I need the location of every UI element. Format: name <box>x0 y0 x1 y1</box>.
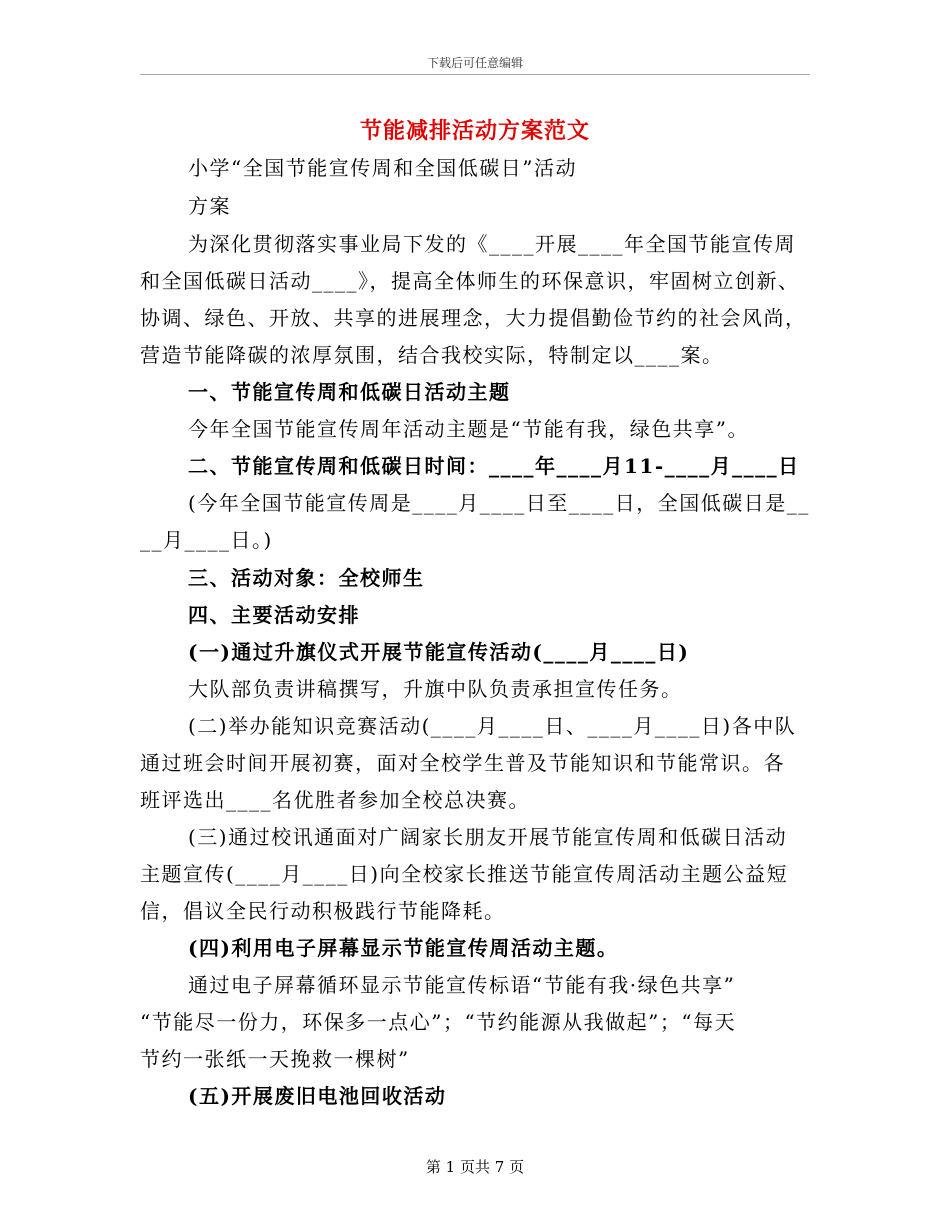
paragraph-line: 大队部负责讲稿撰写，升旗中队负责承担宣传任务。 <box>188 677 683 701</box>
paragraph-line: “节能尽一份力，环保多一点心”；“节约能源从我做起”；“每天 <box>140 1010 737 1034</box>
paragraph-line: 协调、绿色、开放、共享的进展理念，大力提倡勤俭节约的社会风尚， <box>140 306 807 330</box>
paragraph-line: 方案 <box>188 194 231 218</box>
paragraph-line: 班评选出____名优胜者参加全校总决赛。 <box>140 788 530 812</box>
paragraph-line: 小学“全国节能宣传周和全国低碳日”活动 <box>188 156 577 180</box>
header-note: 下载后可任意编辑 <box>426 56 523 70</box>
paragraph-line: 营造节能降碳的浓厚氛围，结合我校实际，特制定以____案。 <box>140 343 724 367</box>
section-heading: 一、节能宣传周和低碳日活动主题 <box>188 380 511 404</box>
header-divider <box>140 74 810 75</box>
section-heading: 四、主要活动安排 <box>188 603 360 627</box>
paragraph-line: 主题宣传(____月____日)向全校家长推送节能宣传周活动主题公益短 <box>140 862 789 886</box>
paragraph-line: __月____日。) <box>140 528 273 552</box>
section-heading: 二、节能宣传周和低碳日时间：____年____月11-____月____日 <box>188 454 800 478</box>
paragraph-line: 和全国低碳日活动____》，提高全体师生的环保意识，牢固树立创新、 <box>140 269 800 293</box>
paragraph-line: (三)通过校讯通面对广阔家长朋友开展节能宣传周和低碳日活动 <box>188 825 788 849</box>
paragraph-line: 今年全国节能宣传周年活动主题是“节能有我，绿色共享”。 <box>188 417 749 441</box>
paragraph-line: (二)举办能知识竞赛活动(____月____日、____月____日)各中队 <box>188 714 797 738</box>
paragraph-line: 为深化贯彻落实事业局下发的《____开展____年全国节能宣传周 <box>188 232 796 256</box>
paragraph-line: 节约一张纸一天挽救一棵树” <box>140 1047 410 1071</box>
page-number: 第 1 页共 7 页 <box>425 1158 525 1176</box>
section-heading: 三、活动对象：全校师生 <box>188 566 425 590</box>
subsection-heading: (五)开展废旧电池回收活动 <box>188 1084 447 1108</box>
subsection-heading: (四)利用电子屏幕显示节能宣传周活动主题。 <box>188 936 619 960</box>
paragraph-line: 通过班会时间开展初赛，面对全校学生普及节能知识和节能常识。各 <box>140 751 785 775</box>
paragraph-line: 信，倡议全民行动积极践行节能降耗。 <box>140 899 506 923</box>
paragraph-line: (今年全国节能宣传周是____月____日至____日，全国低碳日是__ <box>188 491 810 515</box>
subsection-heading: (一)通过升旗仪式开展节能宣传活动(____月____日) <box>188 640 690 664</box>
document-title: 节能减排活动方案范文 <box>359 118 590 144</box>
paragraph-line: 通过电子屏幕循环显示节能宣传标语“节能有我·绿色共享” <box>188 973 736 997</box>
